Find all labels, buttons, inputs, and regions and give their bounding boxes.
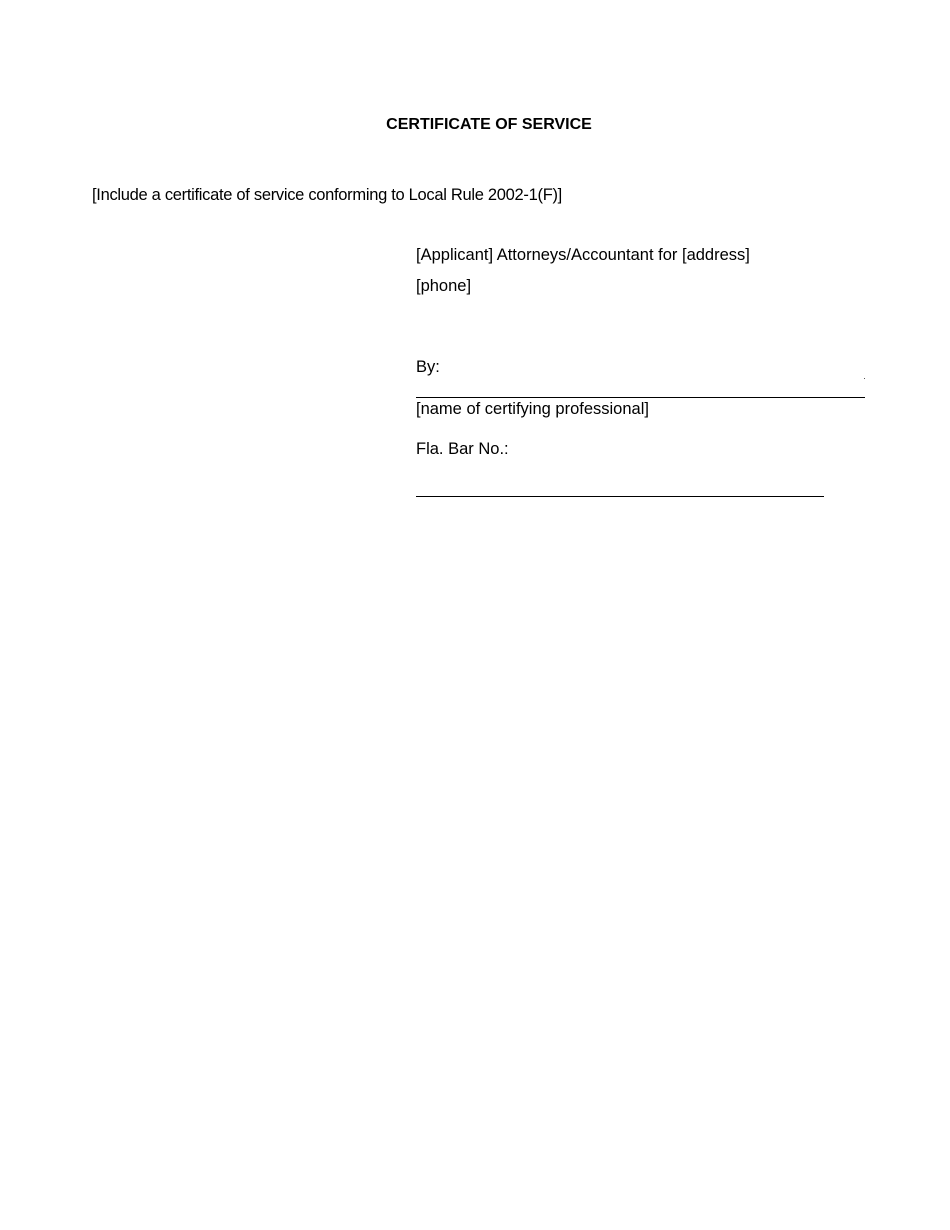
bar-number-label: Fla. Bar No.: — [416, 440, 509, 458]
certifying-professional-name: [name of certifying professional] — [416, 400, 649, 418]
signature-line-mark — [864, 378, 865, 379]
applicant-attorney-line: [Applicant] Attorneys/Accountant for [address] — [416, 246, 750, 264]
by-label: By: — [416, 358, 440, 376]
document-title: CERTIFICATE OF SERVICE — [386, 116, 592, 133]
bar-number-line — [416, 496, 824, 497]
service-instruction: [Include a certificate of service conforming to Local Rule 2002-1(F)] — [92, 186, 562, 204]
phone-line: [phone] — [416, 277, 472, 295]
signature-line — [416, 397, 865, 398]
